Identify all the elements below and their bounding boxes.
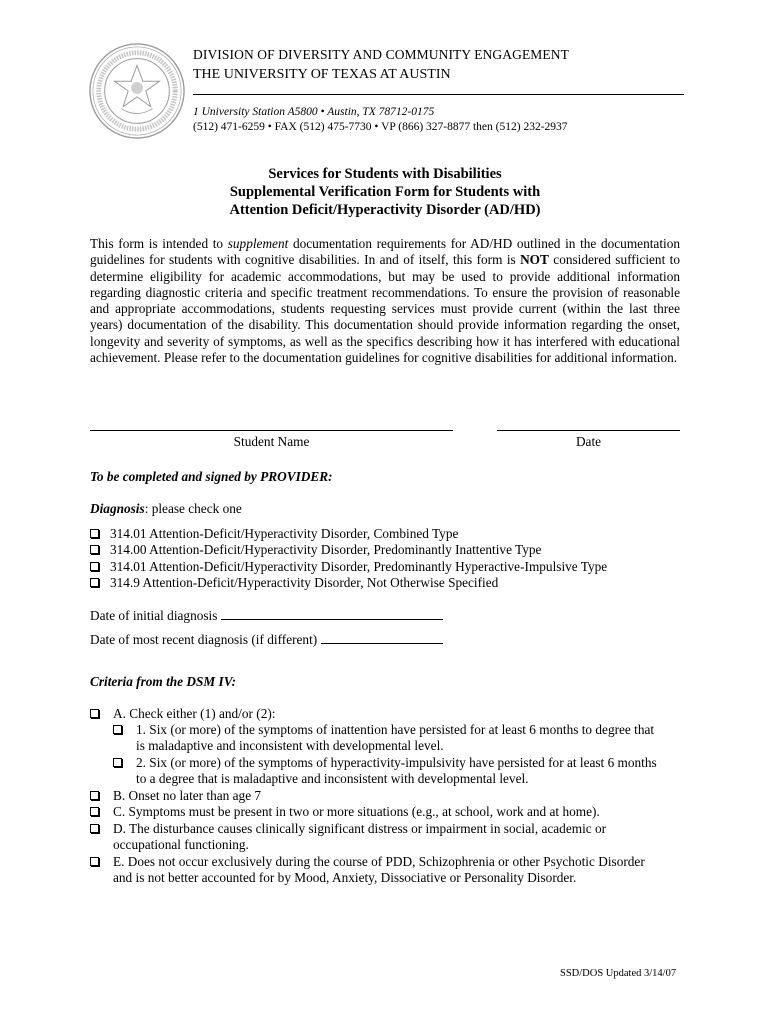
university-name: THE UNIVERSITY OF TEXAS AT AUSTIN (193, 67, 451, 82)
criterion-a2-line-1: 2. Six (or more) of the symptoms of hyperactivity-impulsivity have persisted for at least 6 months (136, 755, 657, 770)
recent-diagnosis-field[interactable] (321, 643, 443, 644)
recent-diagnosis-label: Date of most recent diagnosis (if different) (90, 632, 321, 647)
provider-heading: To be completed and signed by PROVIDER: (90, 469, 333, 484)
checkbox-icon[interactable] (113, 725, 122, 734)
criterion-e (90, 854, 99, 870)
intro-emphasis: supplement (227, 236, 289, 251)
criterion-a1-line-2: is maladaptive and inconsistent with developmental level. (136, 738, 444, 754)
initial-diagnosis-field[interactable] (221, 619, 443, 620)
criterion-a1-text (136, 722, 681, 755)
diagnosis-option-label: 314.01 Attention-Deficit/Hyperactivity Disorder, Combined Type (110, 526, 459, 541)
intro-text-1: This form is intended to (90, 236, 228, 251)
date-field[interactable] (497, 430, 680, 431)
diagnosis-label: Diagnosis (90, 501, 145, 516)
checkbox-icon[interactable] (90, 807, 99, 816)
checkbox-icon[interactable] (90, 529, 99, 538)
form-title-line-1: Services for Students with Disabilities (268, 166, 502, 182)
criterion-a1-line-1: 1. Six (or more) of the symptoms of inattention have persisted for at least 6 months to degree that (136, 722, 655, 737)
list-item (90, 575, 607, 591)
criterion-a2-text (136, 755, 681, 788)
criterion-d-text (113, 821, 681, 854)
address: 1 University Station A5800 • Austin, TX 78712-0175 (193, 106, 435, 118)
division-name: DIVISION OF DIVERSITY AND COMMUNITY ENGAGEMENT (193, 47, 569, 62)
criterion-d-line-2: occupational functioning. (113, 837, 249, 853)
form-title-line-3: Attention Deficit/Hyperactivity Disorder (AD/HD) (229, 202, 541, 218)
checkbox-icon[interactable] (90, 857, 99, 866)
diagnosis-heading (90, 501, 242, 517)
checkbox-icon[interactable] (113, 758, 122, 767)
criterion-a1 (113, 722, 122, 738)
footer-version: SSD/DOS Updated 3/14/07 (560, 968, 677, 979)
criteria-heading: Criteria from the DSM IV: (90, 674, 237, 689)
criterion-e-line-1: E. Does not occur exclusively during the course of PDD, Schizophrenia or other Psychotic Disorder (113, 854, 645, 869)
list-item (90, 542, 607, 558)
checkbox-icon[interactable] (90, 824, 99, 833)
recent-diagnosis-row (90, 632, 443, 648)
criterion-d (90, 821, 99, 837)
checkbox-icon[interactable] (90, 578, 99, 587)
initial-diagnosis-label: Date of initial diagnosis (90, 608, 221, 623)
criterion-e-line-2: and is not better accounted for by Mood, Anxiety, Dissociative or Personality Disorder. (113, 870, 577, 886)
diagnosis-option-label: 314.9 Attention-Deficit/Hyperactivity Disorder, Not Otherwise Specified (110, 574, 499, 590)
university-seal-icon (88, 42, 186, 140)
checkbox-icon[interactable] (90, 562, 99, 571)
intro-text-3: considered sufficient to determine eligibility for academic accommodations, but may be used to provide additional information regarding diagnostic criteria and specific treatment recommendations. To ensure the provision of reasonable and appropriate accommodations, students requesting services must provide current (within the last three years) documentation of the disability. This documentation should provide information regarding the onset, longevity and severity of symptoms, as well as the specifics describing how it has interfered with educational achievement. Please refer to the documentation guidelines for cognitive disabilities for additional information. (90, 252, 680, 366)
diagnosis-options (90, 526, 607, 591)
list-item (90, 526, 607, 542)
date-label: Date (575, 434, 602, 449)
criterion-c-text: C. Symptoms must be present in two or more situations (e.g., at school, work and at home). (113, 804, 600, 819)
criterion-a-text: A. Check either (1) and/or (2): (113, 706, 276, 721)
intro-strong: NOT (520, 252, 549, 268)
criterion-a2-line-2: to a degree that is maladaptive and inconsistent with developmental level. (136, 771, 529, 787)
diagnosis-option-label: 314.00 Attention-Deficit/Hyperactivity Disorder, Predominantly Inattentive Type (110, 542, 542, 558)
diagnosis-instruction: : please check one (144, 501, 242, 516)
intro-text-2: documentation requirements for AD/HD outlined in the documentation guidelines for students with cognitive disabilities. In and of itself, this form is (90, 236, 680, 268)
phone-numbers: (512) 471-6259 • FAX (512) 475-7730 • VP (866) 327-8877 then (512) 232-2937 (193, 121, 568, 133)
criterion-a2 (113, 755, 122, 771)
checkbox-icon[interactable] (90, 791, 99, 800)
intro-paragraph (90, 236, 680, 366)
criterion-e-text (113, 854, 681, 887)
criterion-b (90, 788, 99, 804)
header-divider (193, 94, 684, 95)
criterion-d-line-1: D. The disturbance causes clinically significant distress or impairment in social, academic or (113, 821, 607, 836)
criterion-b-text: B. Onset no later than age 7 (113, 788, 262, 803)
student-name-field[interactable] (90, 430, 453, 431)
criterion-c (90, 804, 99, 820)
student-name-label: Student Name (233, 434, 310, 449)
criterion-a (90, 706, 99, 722)
form-title-line-2: Supplemental Verification Form for Students with (229, 184, 541, 200)
checkbox-icon[interactable] (90, 545, 99, 554)
list-item (90, 559, 607, 575)
initial-diagnosis-row (90, 608, 443, 624)
diagnosis-option-label: 314.01 Attention-Deficit/Hyperactivity Disorder, Predominantly Hyperactive-Impulsive Type (110, 558, 608, 574)
checkbox-icon[interactable] (90, 709, 99, 718)
